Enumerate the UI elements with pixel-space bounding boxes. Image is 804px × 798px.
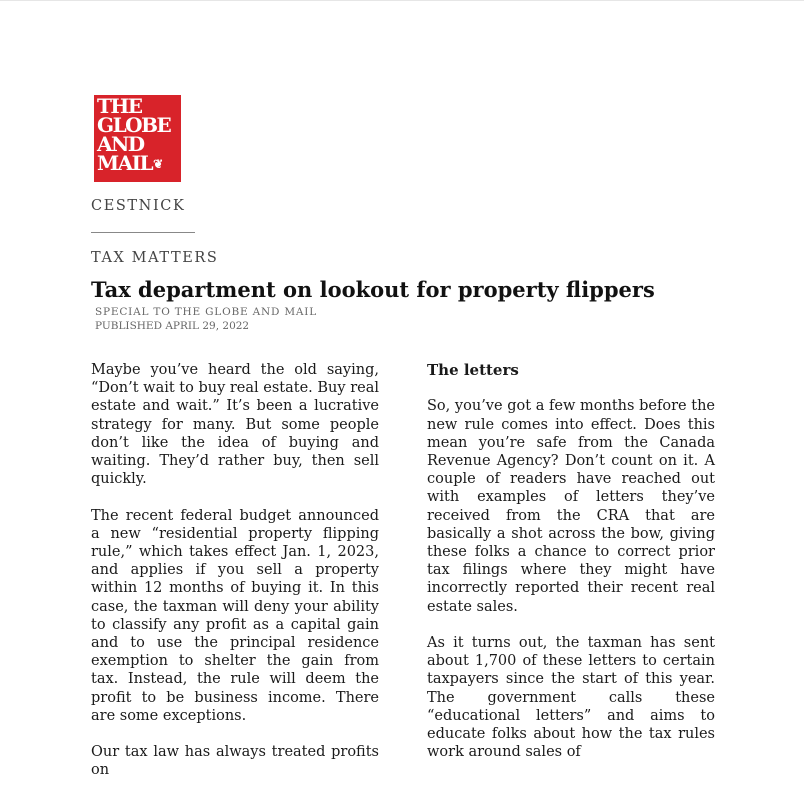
columnist-name: CESTNICK (91, 198, 186, 214)
article-headline: Tax department on lookout for property flippers (91, 277, 655, 302)
columnist-rule (91, 232, 195, 233)
article-paragraph: Maybe you’ve heard the old saying, “Don’t wait to buy real estate. Buy real estate and wait.” It’s been a lucrative strategy for many. But some people don’t like the idea of buying and waiting. They’d rather buy, then sell quickly. (91, 362, 379, 488)
top-divider (0, 0, 804, 1)
article-paragraph: Our tax law has always treated profits on (91, 744, 379, 779)
subheading-the-letters: The letters (427, 361, 519, 379)
byline: SPECIAL TO THE GLOBE AND MAIL (95, 306, 317, 318)
article-column-right (427, 361, 715, 780)
section-label: TAX MATTERS (91, 250, 219, 266)
logo-line (97, 151, 181, 175)
article-column-left (91, 361, 379, 798)
logo-line: GLOBE (97, 113, 171, 137)
article-paragraph: As it turns out, the taxman has sent about 1,700 of these letters to certain taxpayers since the start of this year. The government calls these “educational letters” and aims to educate folks about how the tax rules work around sales of (427, 635, 715, 761)
globe-and-mail-logo (94, 95, 181, 182)
logo-line: THE (97, 94, 142, 118)
article-paragraph: So, you’ve got a few months before the new rule comes into effect. Does this mean you’re safe from the Canada Revenue Agency? Don’t count on it. A couple of readers have reached out with examples of letters they’ve received from the CRA that are basically a shot across the bow, giving these folks a chance to correct prior tax filings where they might have incorrectly reported their recent real estate sales. (427, 398, 715, 615)
maple-leaf-icon: ❦ (153, 157, 162, 171)
logo-line-text: MAIL (97, 151, 153, 175)
article-paragraph: The recent federal budget announced a new “residential property flipping rule,” which takes effect Jan. 1, 2023, and applies if you sell a property within 12 months of buying it. In this case, the taxman will deny your ability to classify any profit as a capital gain and to use the principal residence exemption to shelter the gain from tax. Instead, the rule will deem the profit to be business income. There are some exceptions. (91, 507, 379, 724)
logo-line: AND (97, 132, 144, 156)
publish-date: PUBLISHED APRIL 29, 2022 (95, 320, 250, 332)
